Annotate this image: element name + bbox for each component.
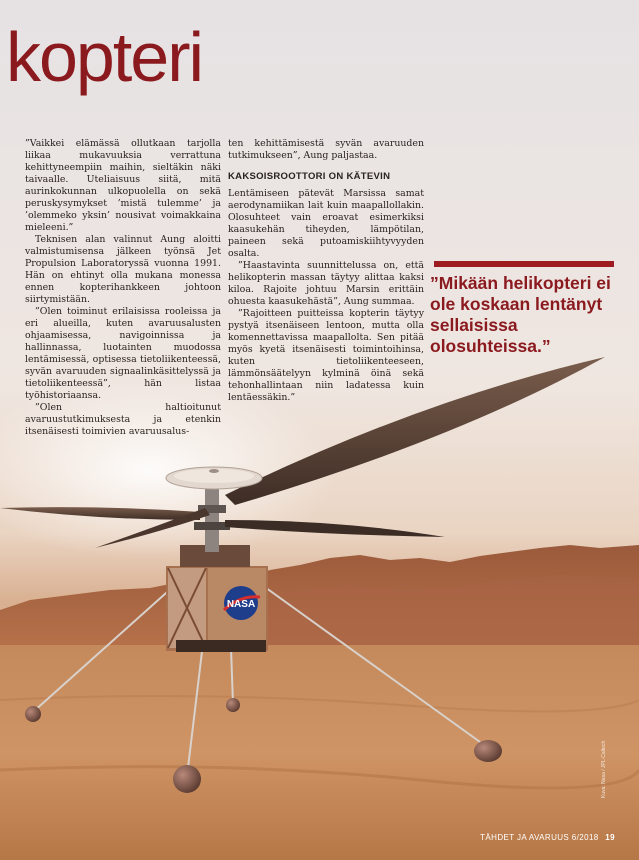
paragraph: ”Olen toiminut erilaisissa rooleissa ja eri alueilla, kuten avaruusalusten ohjaamisessa, navigoinnissa ja hallinnassa, luotainten muodossa lentämisessä, optisessa tietoliikenteessä, syvän avaruuden signaalinkäsittelyssä ja tietoliikenteessä”, hän listaa työhistoriaansa. [25, 306, 221, 401]
image-credit: Kuva: Nasa / JPL-Caltech [601, 740, 607, 798]
paragraph: ”Olen haltioitunut avaruustutkimuksesta ja etenkin itsenäisesti toimivien avaruusalus- [25, 402, 221, 437]
text-column-left [25, 138, 221, 438]
paragraph: ”Vaikkei elämässä ollutkaan tarjolla liikaa mukavuuksia verrattuna kehittyneempiin maihin, sieltäkin näki taivaalle. Uteliaisuus siitä, mitä aurinkokunnan ulkopuolella on sekä peruskysymykset ’mistä tulemme’ ja ’olemmeko yksin’ nousivat voimakkaina mieleeni.” [25, 138, 221, 233]
paragraph: ”Rajoitteen puitteissa kopterin täytyy pystyä itsenäiseen lentoon, mutta olla komennettavissa maapallolta. Sen pitää myös kyetä itsenäisesti toimintoihinsa, kuten tietoliikenteeseen, lämmönsäätelyyn kylminä öinä sekä tehonhallintaan niin ladatessa kuin lentäessäkin.” [228, 308, 424, 403]
leg-foot [226, 698, 240, 712]
nasa-logo-text: NASA [226, 599, 256, 610]
page-footer [480, 833, 615, 842]
paragraph: ten kehittämisestä syvän avaruuden tutkimukseen”, Aung paljastaa. [228, 138, 424, 161]
page-number: 19 [605, 833, 615, 842]
page-title: kopteri [6, 18, 203, 96]
pull-quote-rule [434, 261, 614, 267]
paragraph: Lentämiseen pätevät Marsissa samat aerodynamiikan lait kuin maapallollakin. Olosuhteet vain eroavat esimerkiksi kaasukehän tiheyden, lämpötilan, paineen sekä putoamiskiihtyvyyden osalta. [228, 188, 424, 259]
leg-foot [474, 740, 502, 762]
paragraph: Teknisen alan valinnut Aung aloitti valmistumisensa jälkeen työnsä Jet Propulsion Laboratoryssä vuonna 1991. Hän on ehtinyt olla mukana monessa ennen kopterihankkeen johtoon siirtymistään. [25, 234, 221, 305]
leg-foot [173, 765, 201, 793]
leg-foot [25, 706, 41, 722]
section-subheading: KAKSOISROOTTORI ON KÄTEVIN [228, 171, 391, 182]
pull-quote: ”Mikään helikopteri ei ole koskaan lentänyt sellaisissa olosuhteissa.” [430, 273, 611, 356]
text-column-right [228, 138, 424, 404]
paragraph: ”Haastavinta suunnittelussa on, että helikopterin massan täytyy alittaa kaksi kiloa. Rajoite johtuu Marsin erittäin ohuesta kaasukehästä”, Aung summaa. [228, 260, 424, 307]
rotor-mast [205, 480, 219, 552]
magazine-issue: TÄHDET JA AVARUUS 6/2018 [480, 833, 599, 842]
